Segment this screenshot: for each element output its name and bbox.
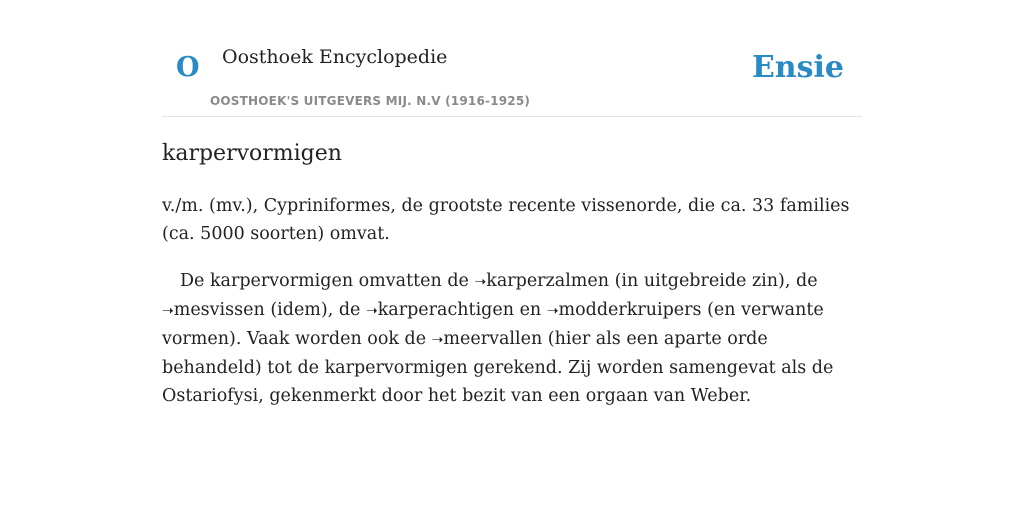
xref-karperachtigen-link[interactable]: [366, 300, 514, 320]
body-text: (en verwante vormen). Vaak worden ook de: [162, 300, 824, 349]
xref-label: modderkruipers: [558, 300, 702, 320]
encyclopedia-header: [162, 30, 862, 117]
xref-label: karperachtigen: [377, 300, 514, 320]
xref-label: meervallen: [443, 329, 543, 349]
xref-arrow-icon: ➝: [474, 274, 487, 290]
body-text: De karpervormigen omvatten de: [180, 271, 475, 291]
encyclopedia-logo-link[interactable]: O: [176, 52, 200, 83]
article-definition: v./m. (mv.), Cypriniformes, de grootste recente vissenorde, die ca. 33 families (ca. 5000 soorten) omvat.: [162, 196, 850, 244]
xref-arrow-icon: ➝: [546, 303, 559, 319]
xref-label: mesvissen: [173, 300, 265, 320]
body-text: (hier als een aparte orde behandeld) tot de karpervormigen gerekend. Zij worden samengevat als de Ostariofysi, gekenmerkt door het bezit van een orgaan van Weber.: [162, 329, 834, 406]
body-text: (idem), de: [264, 300, 366, 320]
body-text: (in uitgebreide zin), de: [609, 271, 818, 291]
xref-arrow-icon: ➝: [365, 303, 378, 319]
xref-karperzalmen-link[interactable]: [474, 271, 609, 291]
article: [162, 136, 862, 410]
body-text: en: [514, 300, 547, 320]
xref-arrow-icon: ➝: [431, 332, 444, 348]
xref-meervallen-link[interactable]: [432, 329, 543, 349]
article-body: [162, 267, 862, 410]
article-headword: karpervormigen: [162, 141, 342, 166]
xref-label: karperzalmen: [486, 271, 610, 291]
xref-modderkruipers-link[interactable]: [547, 300, 702, 320]
ensie-home-link[interactable]: Ensie: [751, 50, 844, 85]
xref-mesvissen-link[interactable]: [162, 300, 265, 320]
xref-arrow-icon: ➝: [162, 303, 174, 319]
publisher-line: OOSTHOEK'S UITGEVERS MIJ. N.V (1916-1925): [210, 94, 531, 108]
book-title: Oosthoek Encyclopedie: [222, 46, 448, 68]
